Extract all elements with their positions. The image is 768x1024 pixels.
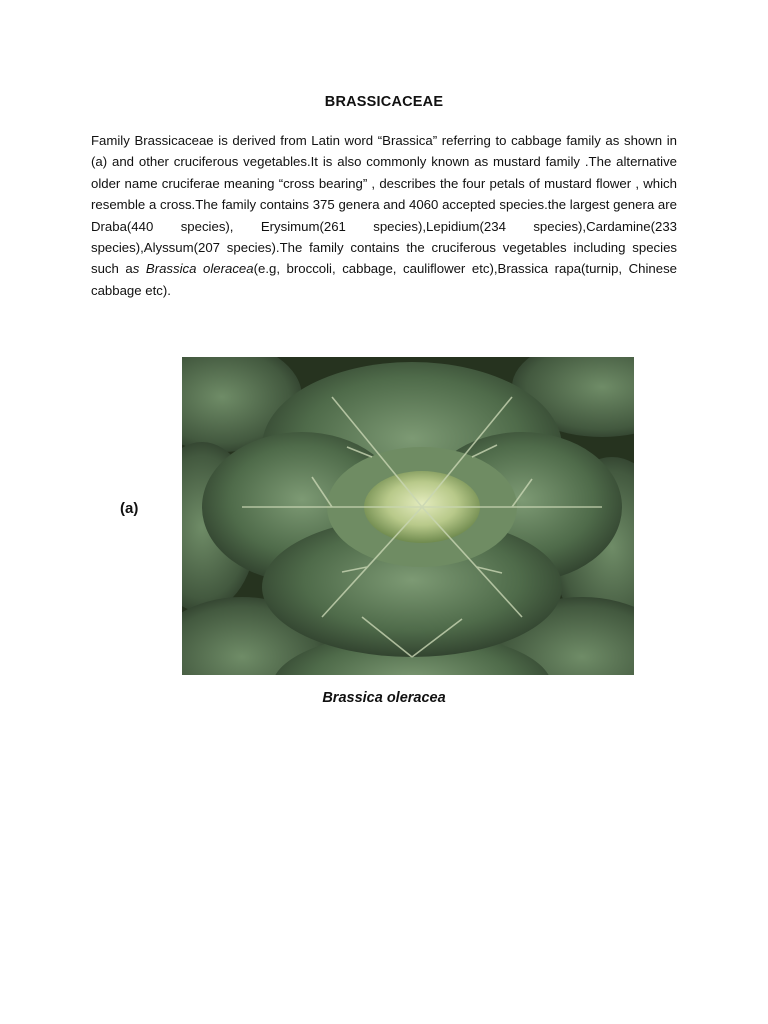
page-title: BRASSICACEAE xyxy=(324,94,444,110)
figure-caption: Brassica oleracea xyxy=(322,690,446,706)
cabbage-photo xyxy=(182,357,634,675)
paragraph-italic-species: s Brassica oleracea xyxy=(132,261,254,277)
body-paragraph xyxy=(91,130,677,301)
figure-label: (a) xyxy=(120,500,139,517)
paragraph-text-part2: (e.g, broccoli, cabbage, cauliflower etc),Brassica rapa(turnip, Chinese cabbage etc). xyxy=(91,261,678,298)
paragraph-text-part1: Family Brassicaceae is derived from Latin word “Brassica” referring to cabbage family as shown in (a) and other cruciferous vegetables.It is also commonly known as mustard family .The alternative older name cruciferae meaning “cross bearing” , describes the four petals of mustard flower , which resemble a cross.The family contains 375 genera and 4060 accepted species.the largest genera are Draba(440 species), Erysimum(261 species),Lepidium(234 species),Cardamine(233 species),Alyssum(207 species).The family contains the cruciferous vegetables including species such a xyxy=(91,133,677,277)
